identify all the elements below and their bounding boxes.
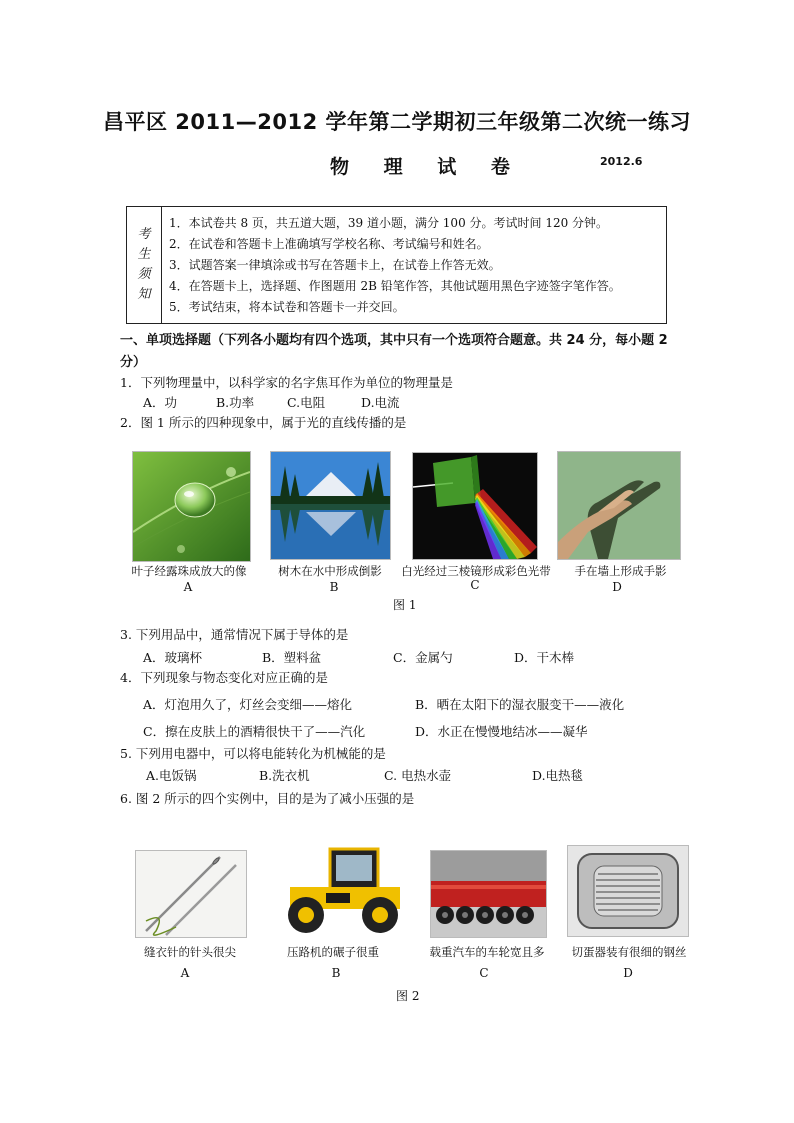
q3-option-b: B．塑料盆	[262, 650, 322, 665]
figure1-image-a	[132, 451, 251, 562]
question-3: 3. 下列用品中，通常情况下属于导体的是	[120, 627, 349, 642]
notes-label-char: 知	[137, 287, 151, 302]
question-6: 6. 图 2 所示的四个实例中，目的是为了减小压强的是	[120, 791, 415, 806]
figure2-letter-b: B	[331, 966, 341, 980]
notes-list	[169, 213, 659, 318]
figure2-image-a	[135, 850, 247, 938]
figure1-image-d	[557, 451, 681, 560]
q3-option-a: A．玻璃杯	[143, 650, 203, 665]
notes-label-char: 考	[137, 227, 151, 242]
note-item: 1．本试卷共 8 页，共五道大题，39 道小题，满分 100 分。考试时间 120 分钟。	[169, 216, 609, 230]
road-roller-picture	[270, 843, 408, 935]
page-subtitle: 物 理 试 卷	[330, 156, 524, 178]
exam-notes-box	[126, 206, 667, 324]
figure1-image-b	[270, 451, 391, 560]
lake-reflection-picture	[271, 452, 390, 559]
figure2-image-b	[270, 843, 408, 935]
notes-label	[127, 207, 162, 323]
q4-option-b: B．晒在太阳下的湿衣服变干——液化	[415, 697, 625, 712]
figure2-caption-b: 压路机的碾子很重	[287, 945, 379, 959]
q1-option-d: D.电流	[361, 395, 400, 410]
figure2-image-d	[567, 845, 689, 937]
figure2-caption-c: 载重汽车的车轮宽且多	[429, 945, 545, 959]
q4-option-a: A．灯泡用久了，灯丝会变细——熔化	[143, 697, 353, 712]
hand-shadow-picture	[558, 452, 680, 559]
figure1-letter-d: D	[612, 580, 622, 594]
figure2-caption-a: 缝衣针的针头很尖	[144, 945, 236, 959]
q3-option-d: D．干木棒	[514, 650, 575, 665]
figure1-caption-a: 叶子经露珠成放大的像	[131, 564, 247, 578]
figure2-image-c	[430, 850, 547, 938]
figure1-letter-c: C	[470, 578, 480, 592]
question-2: 2．图 1 所示的四种现象中，属于光的直线传播的是	[120, 415, 407, 430]
page-title: 昌平区 2011—2012 学年第二学期初三年级第二次统一练习	[102, 110, 691, 134]
q5-option-d: D.电热毯	[532, 768, 584, 783]
egg-slicer-picture	[568, 846, 688, 936]
question-1: 1．下列物理量中，以科学家的名字焦耳作为单位的物理量是	[120, 375, 453, 390]
figure2-letter-d: D	[623, 966, 633, 980]
exam-date: 2012.6	[600, 155, 643, 168]
prism-spectrum-picture	[413, 453, 537, 559]
figure1-image-c	[412, 452, 538, 560]
note-item: 4．在答题卡上，选择题、作图题用 2B 铅笔作答，其他试题用黑色字迹签字笔作答。	[169, 279, 621, 293]
figure2-caption-d: 切蛋器装有很细的钢丝	[571, 945, 687, 959]
q3-option-c: C．金属勺	[393, 650, 453, 665]
q1-option-c: C.电阻	[287, 395, 326, 410]
figure2-letter-a: A	[180, 966, 190, 980]
figure1-caption-b: 树木在水中形成倒影	[278, 564, 382, 578]
heavy-truck-picture	[431, 851, 546, 937]
figure1-caption-c: 白光经过三棱镜形成彩色光带	[401, 564, 551, 578]
figure1-caption-d: 手在墙上形成手影	[574, 564, 667, 578]
figure2-caption: 图 2	[396, 989, 420, 1003]
note-item: 5．考试结束，将本试卷和答题卡一并交回。	[169, 300, 405, 314]
figure1-letter-a: A	[183, 580, 193, 594]
sewing-needle-picture	[136, 851, 246, 937]
q1-option-b: B.功率	[216, 395, 255, 410]
figure1-caption: 图 1	[393, 598, 417, 612]
notes-label-char: 生	[137, 247, 151, 262]
figure1-letter-b: B	[329, 580, 339, 594]
question-5: 5. 下列用电器中，可以将电能转化为机械能的是	[120, 746, 386, 761]
q5-option-a: A.电饭锅	[146, 768, 197, 783]
q5-option-c: C. 电热水壶	[384, 768, 452, 783]
note-item: 3．试题答案一律填涂或书写在答题卡上，在试卷上作答无效。	[169, 258, 501, 272]
section-heading: 一、单项选择题（下列各小题均有四个选项，其中只有一个选项符合题意。共 24 分，每小题 2 分）	[120, 333, 668, 370]
q1-option-a: A．功	[143, 395, 178, 410]
q4-option-c: C．擦在皮肤上的酒精很快干了——汽化	[143, 724, 366, 739]
figure2-letter-c: C	[479, 966, 489, 980]
note-item: 2．在试卷和答题卡上准确填写学校名称、考试编号和姓名。	[169, 237, 489, 251]
notes-label-char: 须	[137, 267, 151, 282]
q5-option-b: B.洗衣机	[259, 768, 310, 783]
q4-option-d: D．水正在慢慢地结冰——凝华	[415, 724, 588, 739]
question-4: 4．下列现象与物态变化对应正确的是	[120, 670, 328, 685]
leaf-dewdrop-picture	[133, 452, 250, 561]
